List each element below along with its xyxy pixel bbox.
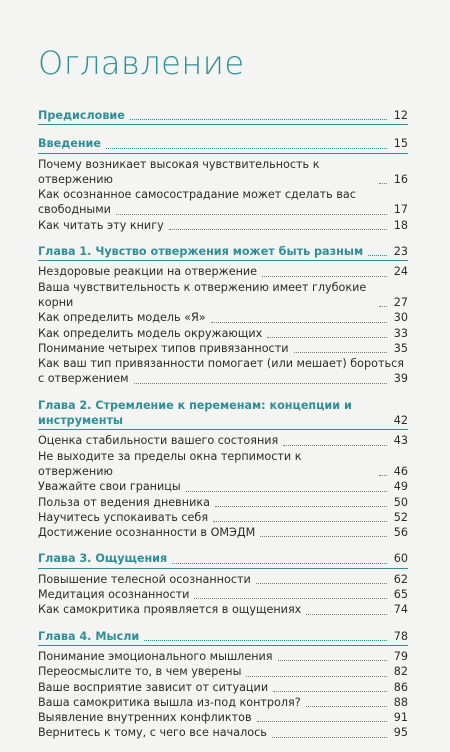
toc-subentry-page: 43 — [393, 434, 408, 448]
dot-leader — [116, 214, 387, 215]
dot-leader — [283, 445, 387, 446]
toc-subentry-page: 65 — [393, 588, 408, 602]
toc-section-chapter-3 — [38, 551, 408, 617]
toc-entry-page: 78 — [393, 629, 408, 643]
toc-subentry-page: 18 — [393, 218, 408, 232]
toc-subentry-title: Ваша чувствительность к отвержению имеет глубокие корни — [38, 280, 367, 309]
toc-subentry-title: Вернитесь к тому, с чего все началось — [38, 726, 267, 740]
toc-subentry-title: Ваше восприятие зависит от ситуации — [38, 680, 269, 694]
toc-subentry-title: Почему возникает высокая чувствительность к отвержению — [38, 157, 320, 186]
toc-subentry[interactable] — [38, 326, 408, 341]
dot-leader — [134, 383, 387, 384]
dot-leader — [272, 737, 387, 738]
toc-subentry-title: Научитесь успокаивать себя — [38, 510, 209, 524]
toc-section-preface — [38, 108, 408, 125]
toc-subentry-title: Повышение телесной осознанности — [38, 572, 251, 586]
dot-leader — [368, 255, 387, 256]
toc-subentry[interactable] — [38, 525, 408, 540]
toc-subentry-title: Польза от ведения дневника — [38, 495, 210, 509]
dot-leader — [267, 337, 387, 338]
toc-subentry-title: Выявление внутренних конфликтов — [38, 711, 252, 725]
toc-subentry-title: Медитация осознанности — [38, 588, 190, 602]
toc-subentry-title: Достижение осознанности в ОМЭДМ — [38, 526, 256, 540]
toc-subentry-page: 88 — [393, 695, 408, 709]
toc-subentry-title: Как определить модель «Я» — [38, 311, 206, 325]
toc-subentry-page: 56 — [393, 526, 408, 540]
toc-subentry[interactable] — [38, 572, 408, 587]
dot-leader — [379, 183, 387, 184]
toc-entry-chapter-2[interactable] — [38, 398, 408, 429]
toc-entry-chapter-4[interactable] — [38, 629, 408, 644]
table-of-contents — [38, 108, 408, 752]
toc-subentry[interactable] — [38, 433, 408, 448]
toc-subentry[interactable] — [38, 280, 408, 311]
toc-entry-chapter-1[interactable] — [38, 244, 408, 259]
toc-subentry-title-line1[interactable]: Как ваш тип привязанности помогает (или мешает) бороться — [38, 357, 404, 371]
dot-leader — [306, 614, 387, 615]
dot-leader — [379, 306, 387, 307]
toc-subentry-title: Нездоровые реакции на отвержение — [38, 265, 258, 279]
toc-subentry-page: 39 — [393, 372, 408, 386]
toc-subentry[interactable] — [38, 710, 408, 725]
toc-subentry[interactable] — [38, 310, 408, 325]
toc-subentry[interactable] — [38, 587, 408, 602]
toc-subentry-page: 91 — [393, 711, 408, 725]
toc-entry-title: Глава 4. Мысли — [38, 629, 140, 643]
toc-subentry-page: 82 — [393, 665, 408, 679]
toc-entry-title: Введение — [38, 137, 101, 151]
toc-section-chapter-4 — [38, 629, 408, 741]
toc-subentry-title: Оценка стабильности вашего состояния — [38, 434, 279, 448]
dot-leader — [379, 475, 387, 476]
dot-leader — [213, 521, 387, 522]
toc-subentry-page: 49 — [393, 480, 408, 494]
section-divider — [38, 645, 408, 646]
toc-subentry-page: 33 — [393, 326, 408, 340]
dot-leader — [260, 536, 387, 537]
section-divider — [38, 429, 408, 430]
toc-subentry-page: 35 — [393, 341, 408, 355]
dot-leader — [262, 276, 387, 277]
dot-leader — [215, 506, 387, 507]
dot-leader — [194, 598, 387, 599]
toc-subentry-title: Как самокритика проявляется в ощущениях — [38, 603, 302, 617]
toc-subentry-page: 74 — [393, 603, 408, 617]
dot-leader — [278, 660, 387, 661]
toc-subentry-title-line1[interactable]: Как осознанное самосострадание может сделать вас — [38, 188, 356, 202]
toc-subentry-page: 30 — [393, 311, 408, 325]
toc-subentry[interactable] — [38, 264, 408, 279]
toc-subentry-title: Не выходите за пределы окна терпимости к отвержению — [38, 449, 302, 478]
dot-leader — [106, 148, 387, 149]
toc-entry-title: Глава 3. Ощущения — [38, 552, 168, 566]
toc-subentry[interactable] — [38, 695, 408, 710]
section-divider — [38, 124, 408, 125]
toc-subentry-page: 17 — [393, 203, 408, 217]
dot-leader — [169, 229, 387, 230]
toc-subentry[interactable] — [38, 510, 408, 525]
toc-subentry[interactable] — [38, 495, 408, 510]
toc-entry-intro[interactable] — [38, 136, 408, 151]
toc-entry-title: Глава 2. Стремление к переменам: концепции и инструменты — [38, 398, 352, 428]
dot-leader — [130, 119, 387, 120]
dot-leader — [273, 691, 387, 692]
toc-subentry-title: Ваша самокритика вышла из-под контроля? — [38, 695, 301, 709]
toc-subentry-title-line2: с отвержением — [38, 372, 129, 386]
toc-subentry-page: 95 — [393, 726, 408, 740]
toc-entry-page: 12 — [393, 109, 408, 122]
toc-section-chapter-1 — [38, 244, 408, 387]
toc-subentry[interactable] — [38, 341, 408, 356]
toc-subentry[interactable] — [38, 449, 408, 480]
toc-subentry[interactable] — [38, 680, 408, 695]
toc-subentry[interactable] — [38, 371, 408, 386]
toc-section-intro — [38, 136, 408, 233]
dot-leader — [246, 676, 387, 677]
dot-leader — [294, 352, 388, 353]
dot-leader — [144, 640, 387, 641]
toc-entry-page: 42 — [393, 414, 408, 428]
dot-leader — [211, 322, 387, 323]
toc-entry-title: Предисловие — [38, 109, 125, 122]
toc-entry-chapter-3[interactable] — [38, 551, 408, 566]
dot-leader — [256, 583, 387, 584]
toc-subentry-page: 50 — [393, 495, 408, 509]
toc-subentry-title: Переосмыслите то, в чем уверены — [38, 665, 242, 679]
toc-subentry-page: 27 — [393, 295, 408, 309]
toc-subentry-page: 52 — [393, 510, 408, 524]
page-title: Оглавление — [38, 44, 245, 82]
toc-subentry[interactable] — [38, 725, 408, 740]
toc-subentry[interactable] — [38, 157, 408, 188]
toc-subentry-title: Как читать эту книгу — [38, 218, 164, 232]
dot-leader — [186, 491, 387, 492]
section-divider — [38, 153, 408, 154]
toc-subentry[interactable] — [38, 218, 408, 233]
toc-subentry[interactable] — [38, 202, 408, 217]
toc-entry-page: 15 — [393, 137, 408, 151]
toc-subentry[interactable] — [38, 479, 408, 494]
toc-subentry-title: Понимание четырех типов привязанности — [38, 341, 289, 355]
section-divider — [38, 568, 408, 569]
section-divider — [38, 260, 408, 261]
toc-entry-page: 23 — [393, 245, 408, 259]
dot-leader — [257, 721, 387, 722]
toc-subentry-title: Уважайте свои границы — [38, 480, 181, 494]
toc-subentry[interactable] — [38, 649, 408, 664]
toc-subentry-page: 62 — [393, 572, 408, 586]
toc-subentry-page: 16 — [393, 172, 408, 186]
toc-subentry-title: Как определить модель окружающих — [38, 326, 263, 340]
dot-leader — [172, 563, 387, 564]
toc-entry-preface[interactable] — [38, 108, 408, 123]
dot-leader — [306, 706, 387, 707]
toc-entry-page: 60 — [393, 552, 408, 566]
toc-entry-title: Глава 1. Чувство отвержения может быть разным — [38, 245, 364, 259]
toc-subentry-title: Понимание эмоционального мышления — [38, 649, 273, 663]
toc-subentry-page: 86 — [393, 680, 408, 694]
toc-section-chapter-2 — [38, 398, 408, 541]
toc-subentry-page: 46 — [393, 464, 408, 478]
toc-subentry[interactable] — [38, 602, 408, 617]
toc-subentry-page: 24 — [393, 265, 408, 279]
toc-subentry-page: 79 — [393, 649, 408, 663]
toc-subentry-title-line2: свободными — [38, 203, 111, 217]
